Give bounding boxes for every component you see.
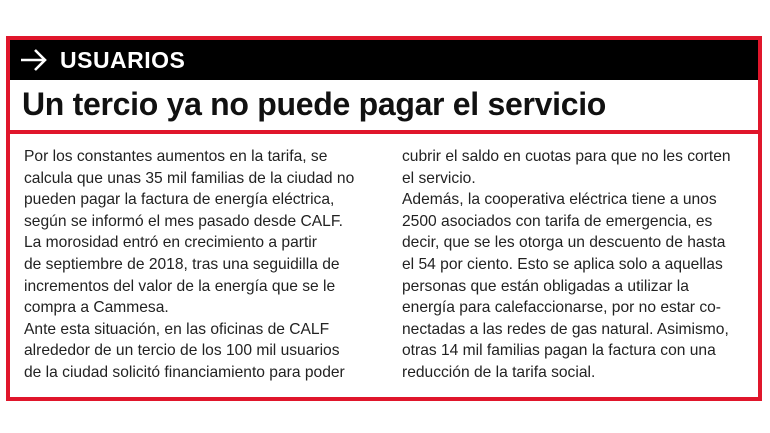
body-line: decir, que se les otorga un descuento de hasta (402, 234, 726, 252)
body-line: personas que están obligadas a utilizar la (402, 277, 689, 295)
body-line: el servicio. (402, 169, 476, 187)
body-line: Además, la cooperativa eléctrica tiene a unos (402, 191, 717, 209)
body-line: de septiembre de 2018, tras una seguidilla de (24, 255, 340, 273)
body-line: otras 14 mil familias pagan la factura con una (402, 342, 716, 360)
body-line: alrededor de un tercio de los 100 mil usuarios (24, 342, 340, 360)
body-column-right (402, 146, 758, 384)
body-line: Por los constantes aumentos en la tarifa, se (24, 148, 328, 165)
divider (10, 130, 758, 134)
body-line: cubrir el saldo en cuotas para que no les corten (402, 148, 731, 165)
body-line: de la ciudad solicitó financiamiento para poder (24, 363, 345, 381)
body-column-left (24, 146, 384, 384)
body-line: pueden pagar la factura de energía eléctrica, (24, 191, 335, 209)
body-line: Ante esta situación, en las oficinas de CALF (24, 320, 330, 338)
body-line: nectadas a las redes de gas natural. Asimismo, (402, 320, 729, 338)
headline: Un tercio ya no puede pagar el servicio (22, 86, 607, 122)
body-line: el 54 por ciento. Esto se aplica solo a aquellas (402, 255, 723, 273)
body-line: compra a Cammesa. (24, 299, 169, 317)
section-label: USUARIOS (60, 47, 186, 73)
body-line: incrementos del valor de la energía que se le (24, 277, 336, 295)
body-line: calcula que unas 35 mil familias de la ciudad no (24, 169, 355, 187)
right-arrow-icon (20, 48, 48, 72)
section-banner (10, 40, 758, 80)
article-box (6, 36, 762, 401)
body-line: La morosidad entró en crecimiento a partir (24, 234, 317, 252)
body-line: 2500 asociados con tarifa de emergencia, es (402, 212, 713, 230)
body-line: energía para calefaccionarse, por no estar co- (402, 299, 721, 317)
body-line: reducción de la tarifa social. (402, 363, 596, 381)
body-line: según se informó el mes pasado desde CALF. (24, 212, 343, 230)
